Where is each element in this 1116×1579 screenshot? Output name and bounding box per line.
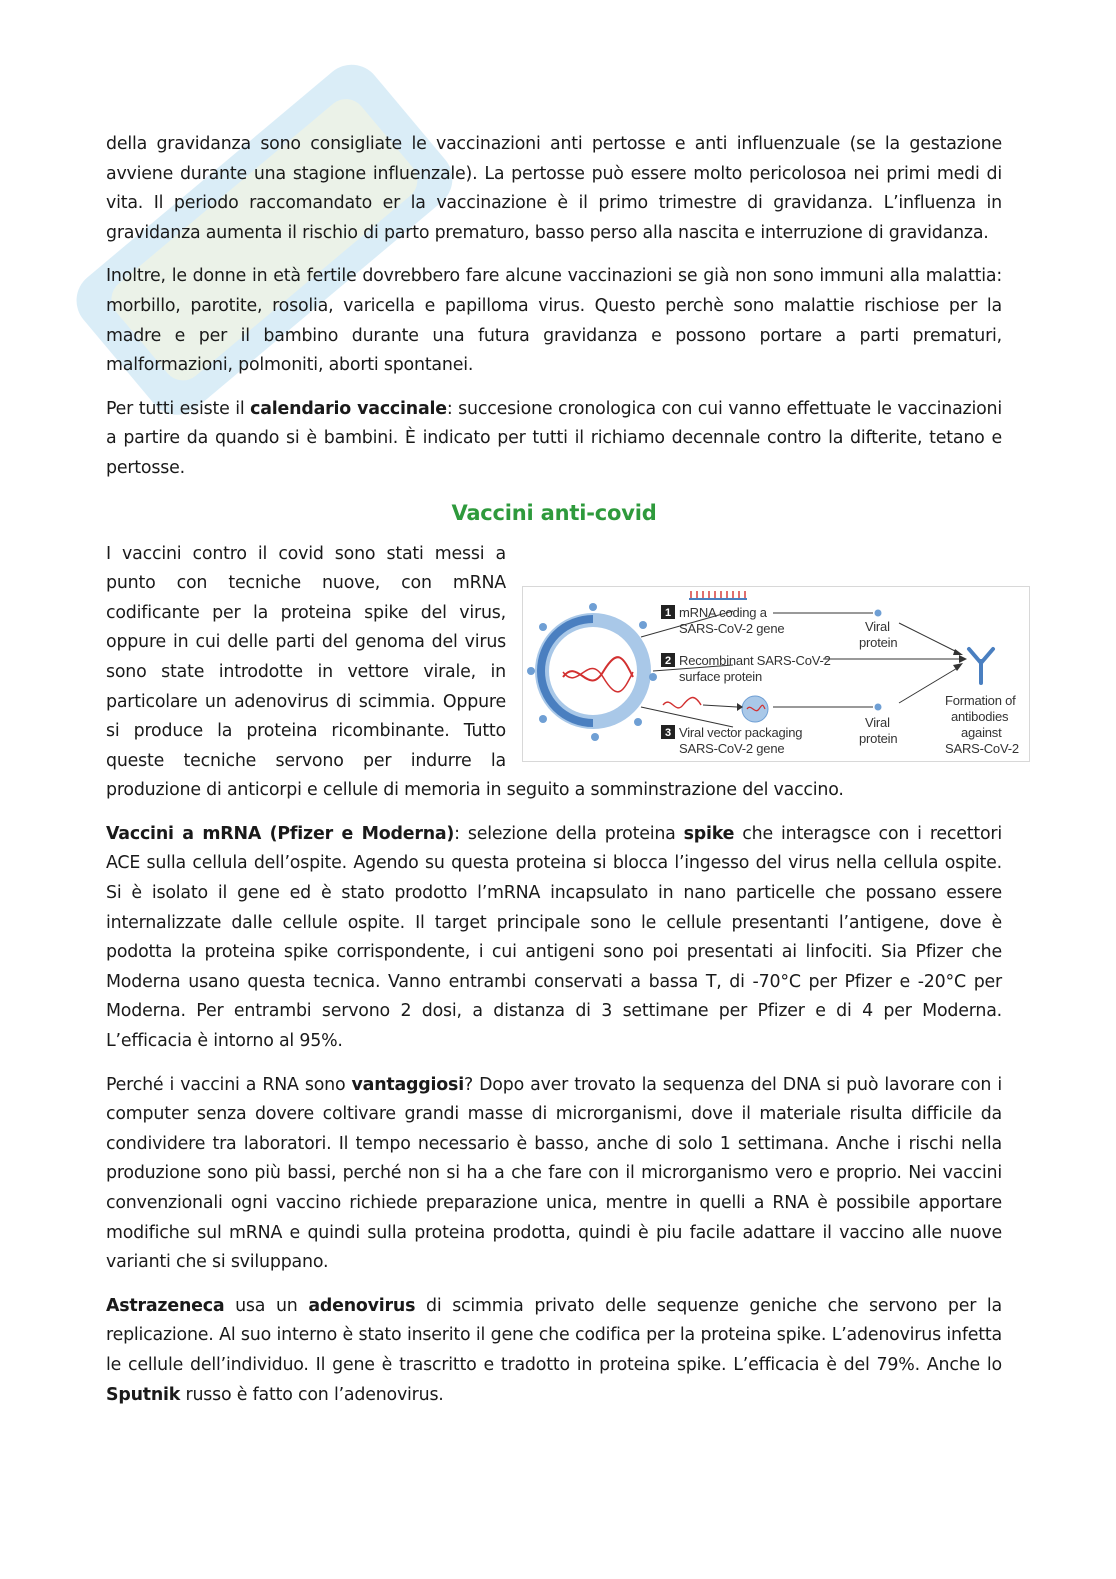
section-heading: Vaccini anti-covid: [451, 500, 657, 525]
label-formation: Formation of: [945, 692, 1016, 708]
label-sars: SARS-CoV-2: [945, 740, 1019, 756]
label-mrna: mRNA coding a: [679, 604, 767, 620]
label-mrna-gene: SARS-CoV-2 gene: [679, 620, 785, 636]
label-against: against: [961, 724, 1002, 740]
paragraph-rna-advantages: Perché i vaccini a RNA sono vantaggiosi? Dopo aver trovato la sequenza del DNA si può lavorare con i computer senza dovere coltivare grandi masse di microrganismi, dove il materiale risulta difficile da condividere tra laboratori. Il tempo necessario è basso, anche di solo 1 settimana. Anche i rischi nella produzione sono più bassi, perché non si ha a che fare con il microrganismo vero e proprio. Nei vaccini convenzionali ogni vaccino richiede preparazione unica, mentre in quelli a RNA è possibile apportare modifiche sul mRNA e quindi sulla proteina prodotta, quindi è piu facile adattare il vaccino alle nuove varianti che si sviluppano.: [106, 1074, 1002, 1273]
label-recombinant: Recombinant SARS-CoV-2: [679, 652, 831, 668]
vaccine-diagram: [522, 586, 1030, 762]
paragraph-covid-intro: 1 mRNA coding a SARS-CoV-2 gene 2 Recombinant SARS-CoV-2 surface protein 3 Viral vector packaging SARS-CoV-2 gene Viral protein Viral protein Formation of antibodies against SARS-CoV-2 I vaccini contro il covid sono stati messi a punto con tecniche nuove, con mRNA codificante per la proteina spike del virus, oppure in cui delle parti del genoma del virus sono state introdotte in vettore virale, in particolare un adenovirus di scimmia. Oppure si produce la proteina ricombinante. Tutto queste tecniche servono per indurre la produzione di anticorpi e cellule di memoria in seguito a somminstrazione del vaccino.: [106, 540, 1002, 806]
label-viral-protein-top-2: protein: [859, 634, 898, 650]
label-viral-protein-top: Viral: [865, 618, 890, 634]
document-page: [106, 130, 1019, 1424]
label-viral-protein-bottom-2: protein: [859, 730, 898, 746]
paragraph-vaccination-calendar: Per tutti esiste il calendario vaccinale: succesione cronologica con cui vanno effettuate le vaccinazioni a partire da quando si è bambini. È indicato per tutti il richiamo decennale contro la difterite, tetano e pertosse.: [106, 398, 1002, 478]
label-vector-gene: SARS-CoV-2 gene: [679, 740, 785, 756]
paragraph-astrazeneca: Astrazeneca usa un adenovirus di scimmia privato delle sequenze geniche che servono per la replicazione. Al suo interno è stato inserito il gene che codifica per la proteina spike. L’adenovirus infetta le cellule dell’individuo. Il gene è trascritto e tradotto in proteina spike. L’efficacia è del 79%. Anche lo Sputnik russo è fatto con l’adenovirus.: [106, 1295, 1002, 1405]
intro-with-diagram: [106, 540, 1019, 806]
paragraph-mrna-vaccines: Vaccini a mRNA (Pfizer e Moderna): selezione della proteina spike che interagsce con i recettori ACE sulla cellula dell’ospite. Agendo su questa proteina si blocca l’ingesso del virus nella cellula ospite. Si è isolato il gene ed è stato prodotto l’mRNA incapsulato in nano particelle che possano essere internalizzate dalle cellule ospite. Il target principale sono le cellule presentanti l’antigene, dove è podotta la proteina spike corrispondente, i cui antigeni sono poi presentati ai linfociti. Sia Pfizer che Moderna usano questa tecnica. Vanno entrambi conservati a bassa T, di -70°C per Pfizer e -20°C per Moderna. Per entrambi servono 2 dosi, a distanza di 3 settimane per Pfizer e di 4 per Moderna. L’efficacia è intorno al 95%.: [106, 823, 1002, 1052]
label-viral-protein-bottom: Viral: [865, 714, 890, 730]
label-antibodies: antibodies: [951, 708, 1009, 724]
label-surface-protein: surface protein: [679, 668, 762, 684]
step-number-3: 3: [665, 726, 671, 739]
step-number-1: 1: [665, 606, 671, 619]
paragraph-fertile-women: Inoltre, le donne in età fertile dovrebbero fare alcune vaccinazioni se già non sono immuni alla malattia: morbillo, parotite, rosolia, varicella e papilloma virus. Questo perchè sono malattie rischiose per la madre e per il bambino durante una futura gravidanza e possono portare a parti prematuri, malformazioni, polmoniti, aborti spontanei.: [106, 266, 1002, 376]
step-number-2: 2: [665, 654, 671, 667]
paragraph-pregnancy-vaccines: della gravidanza sono consigliate le vaccinazioni anti pertosse e anti influenzuale (se la gestazione avviene durante una stagione influenzale). La pertosse può essere molto pericolosoa nei primi medi di vita. Il periodo raccomandato er la vaccinazione è il primo trimestre di gravidanza. L’influenza in gravidanza aumenta il rischio di parto prematuro, basso perso alla nascita e interruzione di gravidanza.: [106, 134, 1002, 243]
label-viral-vector: Viral vector packaging: [679, 724, 803, 740]
